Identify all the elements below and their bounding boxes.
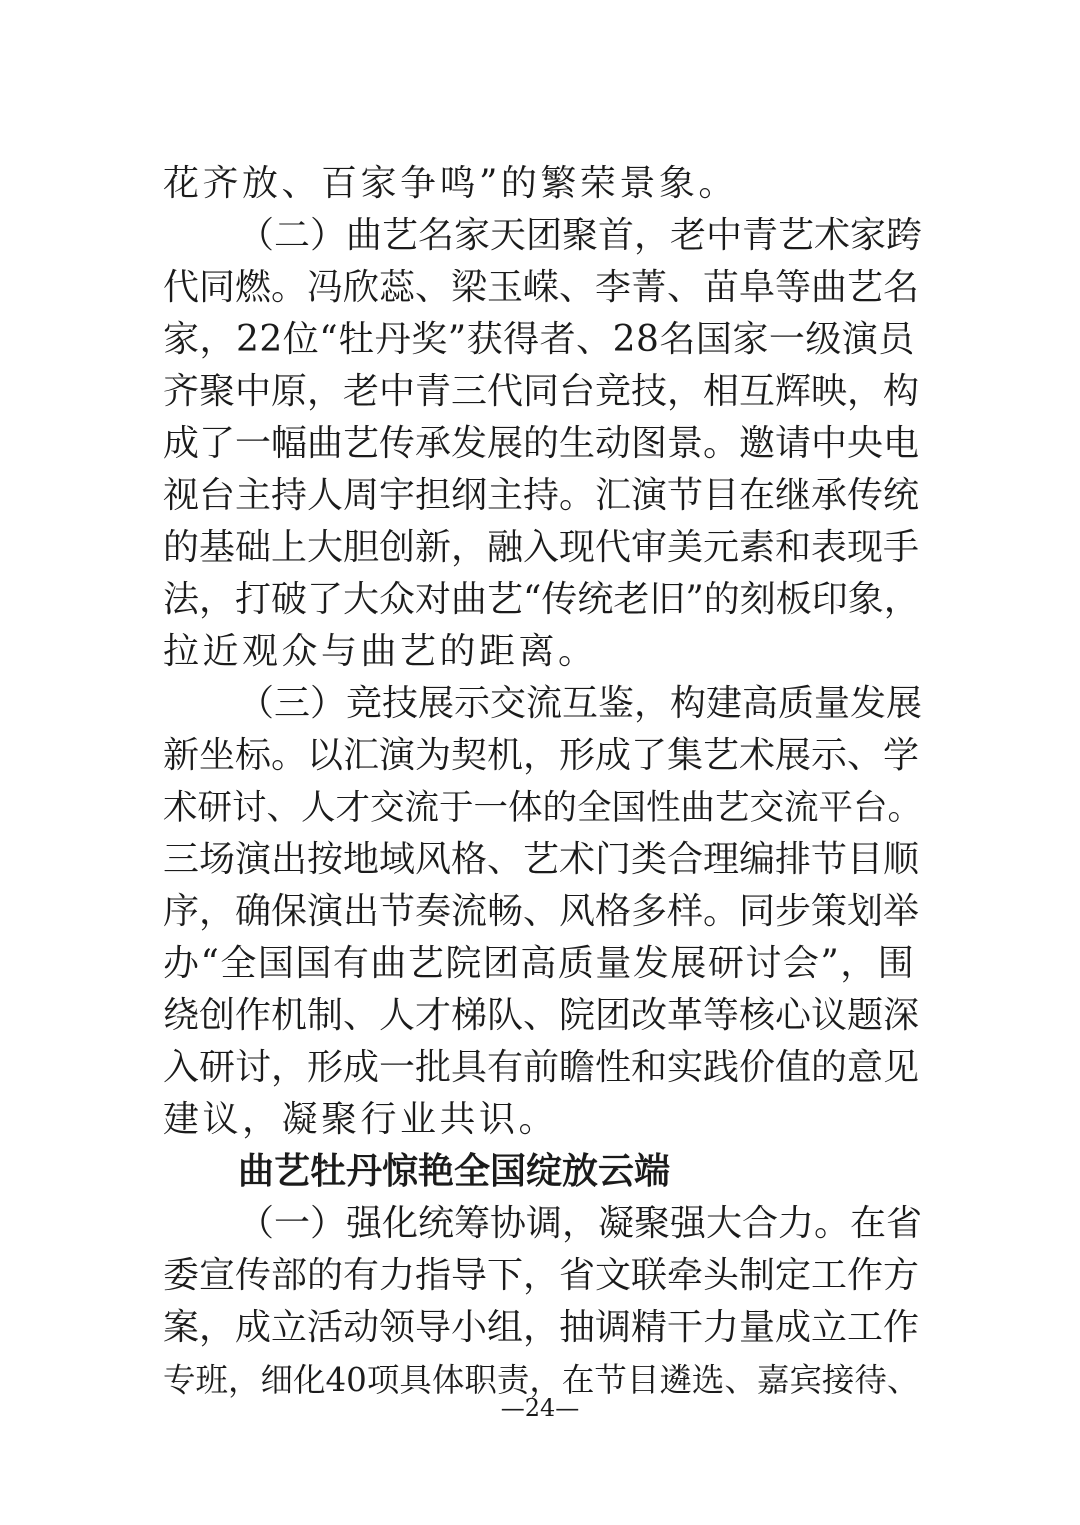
text-line: 拉近观众与曲艺的距离。 <box>163 631 598 672</box>
text-line: 花齐放、百家争鸣”的繁荣景象。 <box>163 163 738 204</box>
text-line: 家，22位“牡丹奖”获得者、28名国家一级演员 <box>163 319 915 360</box>
text-line: 视台主持人周宇担纲主持。汇演节目在继承传统 <box>163 475 920 516</box>
text-line: 法，打破了大众对曲艺“传统老旧”的刻板印象， <box>163 579 920 620</box>
text-line: 序，确保演出节奏流畅、风格多样。同步策划举 <box>163 891 920 932</box>
section-heading: 曲艺牡丹惊艳全国绽放云端 <box>238 1151 671 1192</box>
paragraph-line: （一）强化统筹协调，凝聚强大合力。在省 <box>238 1203 923 1244</box>
text-line: 建议，凝聚行业共识。 <box>163 1099 559 1140</box>
text-line: 新坐标。以汇演为契机，形成了集艺术展示、学 <box>163 735 920 776</box>
text-line: 委宣传部的有力指导下，省文联牵头制定工作方 <box>163 1255 920 1296</box>
text-line: 绕创作机制、人才梯队、院团改革等核心议题深 <box>163 995 920 1036</box>
text-line: 成了一幅曲艺传承发展的生动图景。邀请中央电 <box>163 423 920 464</box>
page-number: —24— <box>500 1394 580 1422</box>
text-line: 办“全国国有曲艺院团高质量发展研讨会”，围 <box>163 943 916 984</box>
text-line: 入研讨，形成一批具有前瞻性和实践价值的意见 <box>163 1047 920 1088</box>
text-line: 专班，细化40项具体职责，在节目遴选、嘉宾接待、 <box>163 1361 920 1399</box>
text-line: 的基础上大胆创新，融入现代审美元素和表现手 <box>163 527 920 568</box>
paragraph-line: （二）曲艺名家天团聚首，老中青艺术家跨 <box>238 215 923 256</box>
text-line: 齐聚中原，老中青三代同台竞技，相互辉映，构 <box>163 371 920 412</box>
text-line: 三场演出按地域风格、艺术门类合理编排节目顺 <box>163 839 920 880</box>
paragraph-line: （三）竞技展示交流互鉴，构建高质量发展 <box>238 683 923 724</box>
text-line: 案，成立活动领导小组，抽调精干力量成立工作 <box>163 1307 920 1348</box>
text-line: 代同燃。冯欣蕊、梁玉嵘、李菁、苗阜等曲艺名 <box>163 267 920 308</box>
text-line: 术研讨、人才交流于一体的全国性曲艺交流平台。 <box>163 788 922 828</box>
